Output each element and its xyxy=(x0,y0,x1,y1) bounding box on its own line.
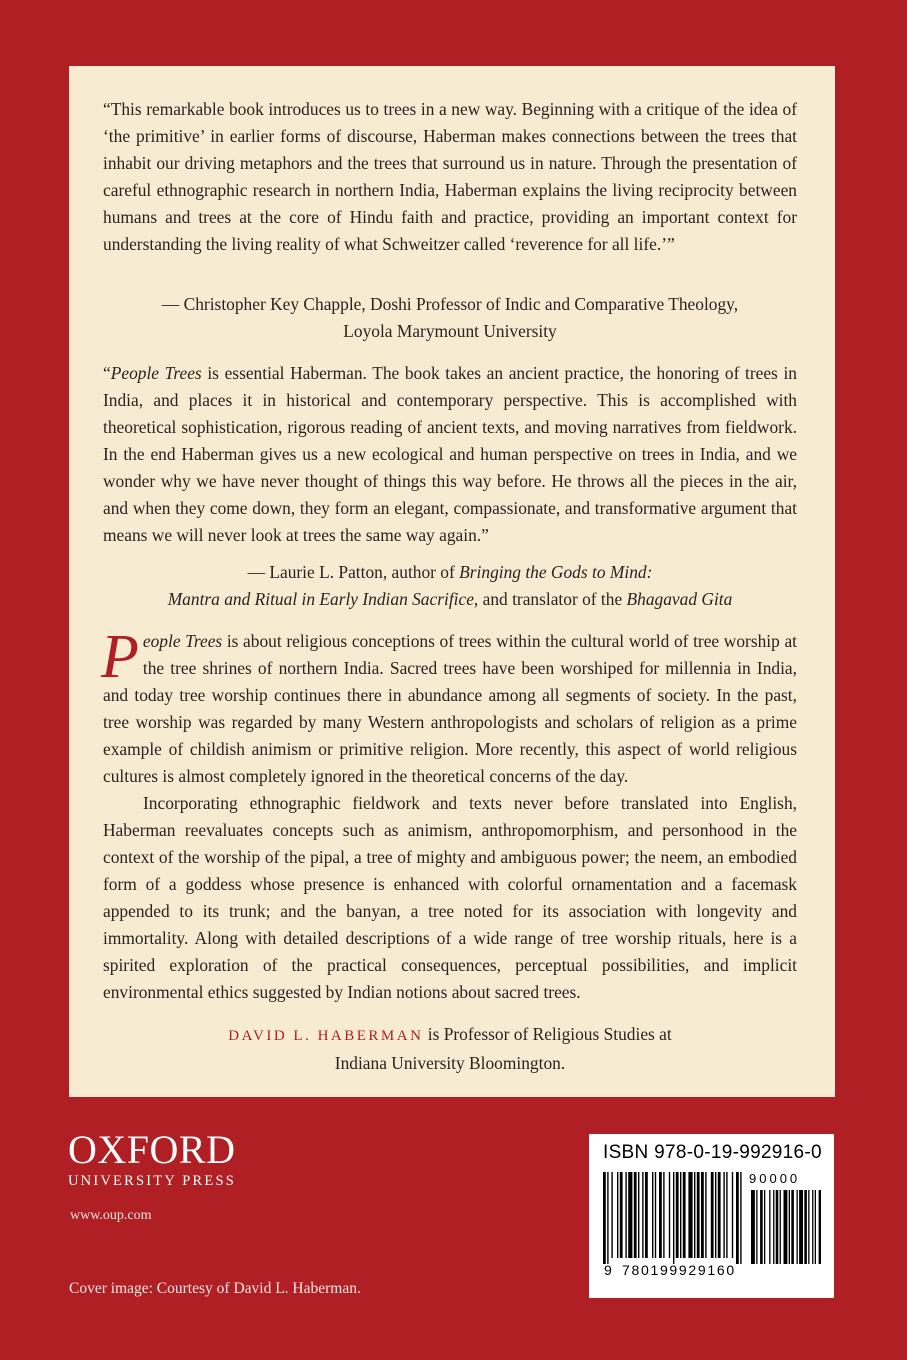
addon-bar xyxy=(808,1190,809,1264)
author-bio-line-2: Indiana University Bloomington. xyxy=(334,1053,566,1073)
barcode-bar xyxy=(726,1172,727,1258)
author-bio-line-1: is Professor of Religious Studies at xyxy=(423,1024,672,1044)
barcode-bar xyxy=(736,1172,739,1264)
barcode-bar xyxy=(711,1172,714,1258)
addon-bar xyxy=(773,1190,774,1264)
quote-2-attr-mid: , and translator of the xyxy=(473,589,627,609)
barcode-bar xyxy=(655,1172,656,1258)
description-para-1-text: is about religious conceptions of trees within the cultural world of tree worship at the tree shrines of northern India. Sacred trees have been worshiped for millennia in India, and today tree worship continues there in abundance among all segments of society. In the past, tree worship was regarded by many Western anthropologists and scholars of religion as a prime example of childish animism or primitive religion. More recently, this aspect of world religious cultures is almost completely ignored in the theoretical concerns of the day. xyxy=(103,631,797,786)
publisher-sub: UNIVERSITY PRESS xyxy=(68,1173,237,1189)
barcode-bar xyxy=(638,1172,639,1258)
addon-bar xyxy=(756,1190,757,1264)
drop-cap: P xyxy=(101,623,139,691)
barcode-bar xyxy=(715,1172,716,1258)
quote-1-text: “This remarkable book introduces us to trees in a new way. Beginning with a critique of the idea of ‘the primitive’ in earlier forms of discourse, Haberman makes connections between the trees that inhabit our driving metaphors and the trees that surround us in nature. Through the presentation of careful ethnographic research in northern India, Haberman explains the living reciprocity between humans and trees at the core of Hindu faith and practice, providing an important context for understanding the living reality of what Schweitzer called ‘reverence for all life.’” xyxy=(103,99,797,254)
barcode-bar xyxy=(697,1172,700,1258)
book-description xyxy=(101,623,797,1006)
barcode-bar xyxy=(645,1172,648,1258)
barcode-bar xyxy=(688,1172,692,1258)
isbn-addon: 90000 xyxy=(749,1171,801,1186)
barcode-bar xyxy=(680,1172,681,1258)
quote-2-attr-book-1: Bringing the Gods to Mind: xyxy=(459,562,653,582)
addon-bar xyxy=(819,1190,821,1264)
quote-1-attribution xyxy=(103,291,797,345)
addon-bar xyxy=(791,1190,794,1264)
publisher-url[interactable]: www.oup.com xyxy=(70,1208,152,1223)
addon-bar xyxy=(789,1190,790,1264)
barcode-bar xyxy=(732,1172,733,1258)
quote-2-attr-book-2: Bhagavad Gita xyxy=(626,589,733,609)
barcode-bar xyxy=(642,1172,643,1258)
barcode-bar xyxy=(625,1172,626,1258)
quote-2-attribution xyxy=(103,559,797,613)
blurb-quote-2 xyxy=(103,360,797,549)
barcode-bar xyxy=(718,1172,721,1258)
barcode-bar xyxy=(607,1172,608,1264)
ean-first-digit: 9 xyxy=(604,1262,612,1278)
addon-bar xyxy=(799,1190,803,1264)
description-title: eople Trees xyxy=(142,631,223,651)
barcode-bar xyxy=(701,1172,704,1258)
addon-bar xyxy=(812,1190,813,1264)
barcode-bar xyxy=(659,1172,662,1258)
addon-bar xyxy=(776,1190,779,1264)
barcode-bar xyxy=(634,1172,637,1258)
barcode-bar xyxy=(673,1172,674,1264)
quote-1-attribution-line-1: — Christopher Key Chapple, Doshi Professor of Indic and Comparative Theology, xyxy=(161,294,739,314)
barcode-bar xyxy=(694,1172,695,1258)
addon-bar xyxy=(815,1190,816,1264)
isbn-label: ISBN 978-0-19-992916-0 xyxy=(603,1142,822,1163)
barcode-bar xyxy=(617,1172,618,1258)
quote-2-book-title: People Trees xyxy=(110,363,202,383)
quote-2-text: is essential Haberman. The book takes an ancient practice, the honoring of trees in India, and places it in historical and contemporary perspective. This is accomplished with theoretical sophistication, rigorous reading of ancient texts, and moving narratives from fieldwork. In the end Haberman gives us a new ecological and human perspective on trees in India, and we wonder why we have never thought of things this way before. He throws all the pieces in the air, and when they come down, they form an elegant, compassionate, and transformative argument that means we will never look at trees the same way again.” xyxy=(103,363,797,545)
addon-bar xyxy=(780,1190,781,1264)
quote-2-open-mark: “ xyxy=(103,363,111,383)
barcode-bar xyxy=(705,1172,706,1258)
barcode-bar xyxy=(676,1172,679,1258)
addon-bar xyxy=(797,1190,798,1264)
barcode-bar xyxy=(620,1172,623,1258)
quote-2-attr-prefix: — Laurie L. Patton, author of xyxy=(247,562,460,582)
barcode-bar xyxy=(740,1172,741,1264)
barcode-bar xyxy=(669,1172,670,1258)
barcode-bar xyxy=(663,1172,664,1258)
barcode-bar xyxy=(723,1172,724,1258)
quote-2-attr-book-1b: Mantra and Ritual in Early Indian Sacrifice xyxy=(167,589,474,609)
blurb-quote-1 xyxy=(103,96,797,258)
cover-image-credit: Cover image: Courtesy of David L. Haberman. xyxy=(69,1280,361,1297)
addon-bar xyxy=(769,1190,770,1264)
addon-bar xyxy=(804,1190,807,1264)
barcode-bar xyxy=(628,1172,632,1258)
publisher-name: OXFORD xyxy=(68,1127,236,1172)
addon-bar xyxy=(751,1190,755,1264)
description-para-2: Incorporating ethnographic fieldwork and texts never before translated into English, Haberman reevaluates concepts such as animism, anthropomorphism, and personhood in the context of the worship of the pipal, a tree of mighty and ambiguous power; the neem, an embodied form of a goddess whose presence is enhanced with colorful ornamentation and a facemask appended to its trunk; and the banyan, a tree noted for its association with longevity and immortality. Along with detailed descriptions of a wide range of tree worship rituals, here is a spirited exploration of the practical consequences, perceptual possibilities, and implicit environmental ethics suggested by Indian notions about sacred trees. xyxy=(103,793,797,1002)
ean-digits: 780199929160 xyxy=(622,1262,736,1278)
quote-1-attribution-line-2: Loyola Marymount University xyxy=(343,321,557,341)
author-bio xyxy=(103,1021,797,1077)
author-name: DAVID L. HABERMAN xyxy=(228,1028,424,1044)
barcode-bar xyxy=(652,1172,653,1258)
addon-bar xyxy=(784,1190,788,1264)
addon-bar xyxy=(764,1190,765,1264)
barcode-bar xyxy=(603,1172,606,1264)
isbn-barcode-box xyxy=(589,1134,834,1298)
barcode-bar xyxy=(683,1172,686,1258)
description-para-1 xyxy=(101,623,797,790)
addon-bar xyxy=(760,1190,763,1264)
oxford-logo xyxy=(68,1127,237,1190)
barcode-bar xyxy=(611,1172,612,1258)
